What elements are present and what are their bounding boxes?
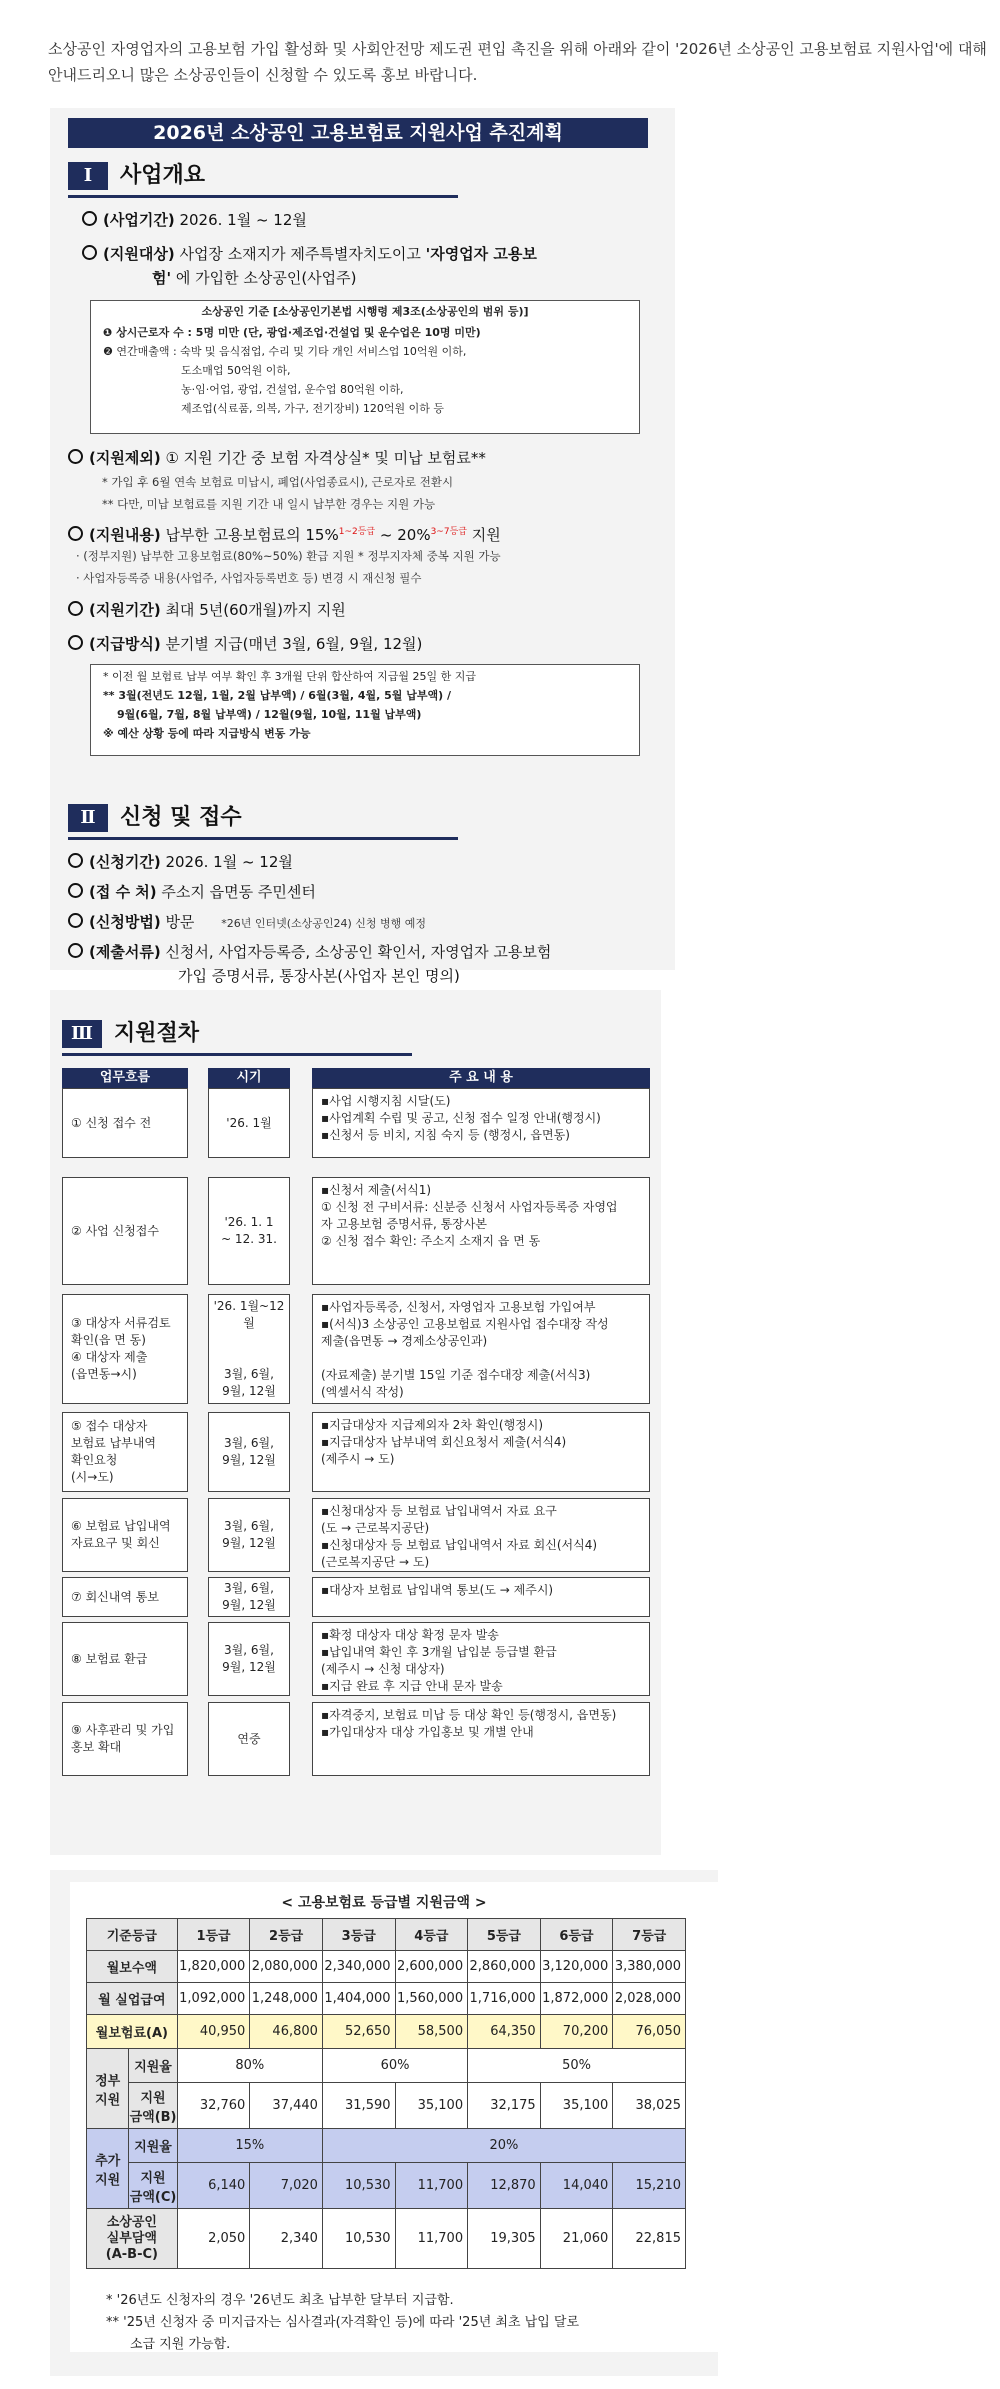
procedure-when: [208, 1412, 290, 1492]
procedure-desc-line: (자료제출) 분기별 15일 기준 접수대장 제출(서식3): [321, 1368, 591, 1382]
procedure-step: [62, 1294, 188, 1404]
procedure-desc-line: (제주시 → 신청 대상자): [321, 1662, 445, 1676]
procedure-when: [208, 1622, 290, 1696]
procedure-step-label: ① 신청 접수 전: [71, 1115, 152, 1130]
amount-title: < 고용보험료 등급별 지원금액 >: [281, 1895, 487, 1911]
procedure-when: [208, 1577, 290, 1617]
plan-banner: 2026년 소상공인 고용보험료 지원사업 추진계획: [68, 118, 648, 148]
procedure-step-label: ② 사업 신청접수: [71, 1223, 159, 1238]
procedure-step: [62, 1498, 188, 1572]
section-title: 신청 및 접수: [120, 805, 242, 830]
procedure-desc-line: (엑셀서식 작성): [321, 1385, 404, 1399]
procedure-desc: [312, 1577, 650, 1617]
circle-bullet-icon: [82, 245, 97, 260]
procedure-step: [62, 1577, 188, 1617]
procedure-desc-line: ▪사업계획 수립 및 공고, 신청 접수 일정 안내(행정시): [321, 1111, 601, 1125]
procedure-step-label: ⑦ 회신내역 통보: [71, 1589, 159, 1604]
procedure-desc-line: ② 신청 접수 확인: 주소지 소재지 읍 면 동: [321, 1234, 541, 1248]
procedure-desc-line: ▪자격중지, 보험료 미납 등 대상 확인 등(행정시, 읍면동): [321, 1708, 617, 1722]
procedure-when: [208, 1177, 290, 1285]
procedure-when-label: 3월, 6월, 9월, 12월: [222, 1643, 276, 1674]
section-3-header: [62, 1020, 462, 1050]
criteria-box: 소상공인 기준 [소상공인기본법 시행령 제3조(소상공인의 범위 등)] ❶ 상시근로자 수 : 5명 미만 (단, 광업·제조업·건설업 및 운수업은 10명 미만) ❷ 연간매출액 : 숙박 및 음식점업, 수리 및 기타 개인 서비스업 10억원 이하, 도소매업 50억원 이하, 농·임·어업, 광업, 건설업, 운수업 80억원 이하, 제조업(식료품, 의복, 가구, 전기장비) 120억원 이하 등: [90, 300, 640, 434]
procedure-desc-line: ▪신청대상자 등 보험료 납입내역서 자료 요구: [321, 1504, 557, 1518]
procedure-when-label: '26. 1월: [226, 1115, 272, 1130]
procedure-step: [62, 1622, 188, 1696]
section-number: Ⅰ: [68, 162, 108, 190]
procedure-desc: [312, 1088, 650, 1158]
procedure-desc-line: ▪사업자등록증, 신청서, 자영업자 고용보험 가입여부: [321, 1300, 596, 1314]
procedure-desc-line: ▪신청서 제출(서식1): [321, 1183, 432, 1197]
procedure-when: [208, 1498, 290, 1572]
item-content: (지원내용) 납부한 고용보험료의 15%$^{1\sim 2등급}$ ~ 20%$^{3\sim 7등급}$ 지원: [68, 520, 501, 547]
section-1-header: [68, 162, 468, 192]
circle-bullet-icon: [68, 526, 83, 541]
circle-bullet-icon: [68, 883, 83, 898]
procedure-desc: [312, 1498, 650, 1572]
procedure-desc: [312, 1177, 650, 1285]
procedure-desc: [312, 1412, 650, 1492]
circle-bullet-icon: [68, 913, 83, 928]
section-number: Ⅲ: [62, 1020, 102, 1048]
item-target: (지원대상) 사업장 소재지가 제주특별자치도이고 '자영업자 고용보 험' 에 가입한 소상공인(사업주): [82, 242, 662, 290]
procedure-desc-line: [321, 1350, 641, 1367]
section-title: 사업개요: [120, 163, 206, 188]
footnote: 소급 지원 가능함.: [130, 2337, 231, 2352]
circle-bullet-icon: [68, 449, 83, 464]
procedure-desc-line: ▪신청대상자 등 보험료 납입내역서 자료 회신(서식4): [321, 1538, 598, 1552]
item-documents: (제출서류) 신청서, 사업자등록증, 소상공인 확인서, 자영업자 고용보험: [68, 940, 668, 964]
section-2-header: [68, 804, 468, 834]
item-duration: (지원기간) 최대 5년(60개월)까지 지원: [68, 598, 346, 622]
procedure-step-label: ⑥ 보험료 납입내역 자료요구 및 회신: [71, 1519, 171, 1550]
procedure-desc-line: ▪가입대상자 대상 가입홍보 및 개별 안내: [321, 1725, 534, 1739]
intro-text: 소상공인 자영업자의 고용보험 가입 활성화 및 사회안전망 제도권 편입 촉진을 위해 아래와 같이 '2026년 소상공인 고용보험료 지원사업'에 대해 안내드리오니 많은 소상공인들이 신청할 수 있도록 홍보 바랍니다.: [48, 40, 987, 84]
section-number: Ⅱ: [68, 804, 108, 832]
amount-table: 기준등급 1등급 2등급 3등급 4등급 5등급 6등급 7등급 월보수액 1,820,000 2,080,000 2,340,000 2,600,000 2,860,000 3,120,000 3,380,000 월 실업급여 1,092,000 1,248,000 1,404,000 1,560,000 1,716,000 1,872,000 2,028,000 월보험료(A) 40,950 46,800 52,650 58,500 64,350 70,200 76,050 정부 지원 지원율 80% 60% 50% 지원 금액(B) 32,760 37,440 31,590 35,100 32,175 35,100 38,025 추가 지원 지원율 15% 20% 지원 금액(C) 6,140 7,020 10,530 11,700 12,870 14,040 15,210 소상공인 실부담액 (A-B-C) 2,050 2,340 10,530 11,700 19,305 21,060 22,815: [86, 1918, 686, 2269]
procedure-step: [62, 1088, 188, 1158]
procedure-step: [62, 1177, 188, 1285]
procedure-desc-line: ▪지급대상자 지급제외자 2차 확인(행정시): [321, 1418, 544, 1432]
procedure-desc-line: ▪지급 완료 후 지급 안내 문자 발송: [321, 1679, 503, 1693]
circle-bullet-icon: [68, 943, 83, 958]
circle-bullet-icon: [82, 211, 97, 226]
procedure-step-label: ③ 대상자 서류검토 확인(읍 면 동) ④ 대상자 제출 (읍면동→시): [71, 1316, 171, 1381]
item-office: (접 수 처) 주소지 읍면동 주민센터: [68, 880, 316, 904]
item-period: (사업기간) 2026. 1월 ~ 12월: [82, 208, 307, 232]
section-title: 지원절차: [114, 1021, 200, 1046]
procedure-when: [208, 1702, 290, 1776]
procedure-when-label: 3월, 6월, 9월, 12월: [222, 1519, 276, 1550]
amount-panel: [50, 1870, 718, 2376]
circle-bullet-icon: [68, 601, 83, 616]
procedure-desc: [312, 1294, 650, 1404]
item-method: (신청방법) 방문 *26년 인터넷(소상공인24) 신청 병행 예정: [68, 910, 426, 936]
procedure-desc-line: ▪(서식)3 소상공인 고용보험료 지원사업 접수대장 작성: [321, 1317, 609, 1331]
procedure-desc-line: ▪지급대상자 납부내역 회신요청서 제출(서식4): [321, 1435, 567, 1449]
procedure-when-label: '26. 1. 1 ~ 12. 31.: [221, 1215, 277, 1246]
procedure-desc: [312, 1702, 650, 1776]
procedure-desc-line: ▪확정 대상자 대상 확정 문자 발송: [321, 1628, 499, 1642]
circle-bullet-icon: [68, 853, 83, 868]
procedure-when-label: 3월, 6월, 9월, 12월: [222, 1436, 276, 1467]
procedure-when-label: '26. 1월~12월 3월, 6월, 9월, 12월: [213, 1299, 285, 1398]
procedure-desc-line: ▪사업 시행지침 시달(도): [321, 1094, 451, 1108]
procedure-step-label: ⑨ 사후관리 및 가입 홍보 확대: [71, 1723, 175, 1754]
footnote: * '26년도 신청자의 경우 '26년도 최초 납부한 달부터 지급함.: [106, 2293, 454, 2308]
col-header-flow: 업무흐름: [62, 1068, 188, 1088]
procedure-desc-line: ① 신청 전 구비서류: 신분증 신청서 사업자등록증 자영업: [321, 1200, 618, 1214]
procedure-desc-line: 제출(읍면동 → 경제소상공인과): [321, 1334, 488, 1348]
payment-note-box: * 이전 월 보험료 납부 여부 확인 후 3개월 단위 합산하여 지급월 25일 한 지급 ** 3월(전년도 12월, 1월, 2월 납부액) / 6월(3월, 4월, 5월 납부액) / 9월(6월, 7월, 8월 납부액) / 12월(9월, 10월, 11월 납부액) ※ 예산 상황 등에 따라 지급방식 변동 가능: [90, 664, 640, 756]
procedure-step-label: ⑤ 접수 대상자 보험료 납부내역 확인요청 (시→도): [71, 1419, 156, 1484]
procedure-desc-line: 자 고용보험 증명서류, 통장사본: [321, 1217, 487, 1231]
item-exclusion: (지원제외) ① 지원 기간 중 보험 자격상실* 및 미납 보험료**: [68, 446, 486, 470]
procedure-step: [62, 1412, 188, 1492]
procedure-when: [208, 1294, 290, 1404]
procedure-desc-line: ▪납입내역 확인 후 3개월 납입분 등급별 환급: [321, 1645, 557, 1659]
procedure-when: [208, 1088, 290, 1158]
col-header-desc: 주 요 내 용: [312, 1068, 650, 1088]
item-payment: (지급방식) 분기별 지급(매년 3월, 6월, 9월, 12월): [68, 632, 422, 656]
procedure-when-label: 3월, 6월, 9월, 12월: [222, 1581, 276, 1612]
procedure-desc-line: (근로복지공단 → 도): [321, 1555, 430, 1569]
procedure-when-label: 연중: [237, 1731, 261, 1746]
plan-panel: 2026년 소상공인 고용보험료 지원사업 추진계획 Ⅰ 사업개요 (사업기간) 2026. 1월 ~ 12월 (지원대상) 사업장 소재지가 제주특별자치도이고 '자영업자 고용보 험' 에 가입한 소상공인(사업주) 소상공인 기준 [소상공인기본법 시행령 제3조(소상공인의 범위 등)] ❶ 상시근로자 수 : 5명 미만 (단, 광업·제조업·건설업 및 운수업은 10명 미만) ❷ 연간매출액 : 숙박 및 음식점업, 수리 및 기타 개인 서비스업 10억원 이하, 도소매업 50억원 이하, 농·임·어업, 광업, 건설업, 운수업 80억원 이하, 제조업(식료품, 의복, 가구, 전기장비) 120억원 이하 등 (지원제외) ① 지원 기간 중 보험 자격상실* 및 미납 보험료** * 가입 후 6월 연속 보험료 미납시, 폐업(사업종료시), 근로자로 전환시 ** 다만, 미납 보험료를 지원 기간 내 일시 납부한 경우는 지원 가능 (지원내용) 납부한 고용보험료의 15%$^{1\sim 2등급}$ ~ 20%$^{3\sim 7등급}$ 지원 · (정부지원) 납부한 고용보험료(80%~50%) 환급 지원 * 정부지자체 중복 지원 가능 · 사업자등록증 내용(사업주, 사업자등록번호 등) 변경 시 재신청 필수 (지원기간) 최대 5년(60개월)까지 지원 (지급방식) 분기별 지급(매년 3월, 6월, 9월, 12월) * 이전 월 보험료 납부 여부 확인 후 3개월 단위 합산하여 지급월 25일 한 지급 ** 3월(전년도 12월, 1월, 2월 납부액) / 6월(3월, 4월, 5월 납부액) / 9월(6월, 7월, 8월 납부액) / 12월(9월, 10월, 11월 납부액) ※ 예산 상황 등에 따라 지급방식 변동 가능 Ⅱ 신청 및 접수 (신청기간) 2026. 1월 ~ 12월 (접 수 처) 주소지 읍면동 주민센터 (신청방법) 방문 *26년 인터넷(소상공인24) 신청 병행 예정 (제출서류) 신청서, 사업자등록증, 소상공인 확인서, 자영업자 고용보험 가입 증명서류, 통장사본(사업자 본인 명의): [50, 108, 675, 970]
circle-bullet-icon: [68, 635, 83, 650]
procedure-desc-line: (제주시 → 도): [321, 1452, 395, 1466]
footnote: ** '25년 신청자 중 미지급자는 심사결과(자격확인 등)에 따라 '25년 최초 납입 달로: [106, 2315, 580, 2330]
procedure-desc-line: ▪신청서 등 비치, 지침 숙지 등 (행정시, 읍면동): [321, 1128, 570, 1142]
procedure-step: [62, 1702, 188, 1776]
col-header-when: 시기: [208, 1068, 290, 1088]
procedure-desc: [312, 1622, 650, 1696]
procedure-desc-line: ▪대상자 보험료 납입내역 통보(도 → 제주시): [321, 1583, 554, 1597]
procedure-step-label: ⑧ 보험료 환급: [71, 1651, 148, 1666]
procedure-panel: [50, 990, 661, 1855]
procedure-desc-line: (도 → 근로복지공단): [321, 1521, 430, 1535]
item-apply-period: (신청기간) 2026. 1월 ~ 12월: [68, 850, 293, 874]
